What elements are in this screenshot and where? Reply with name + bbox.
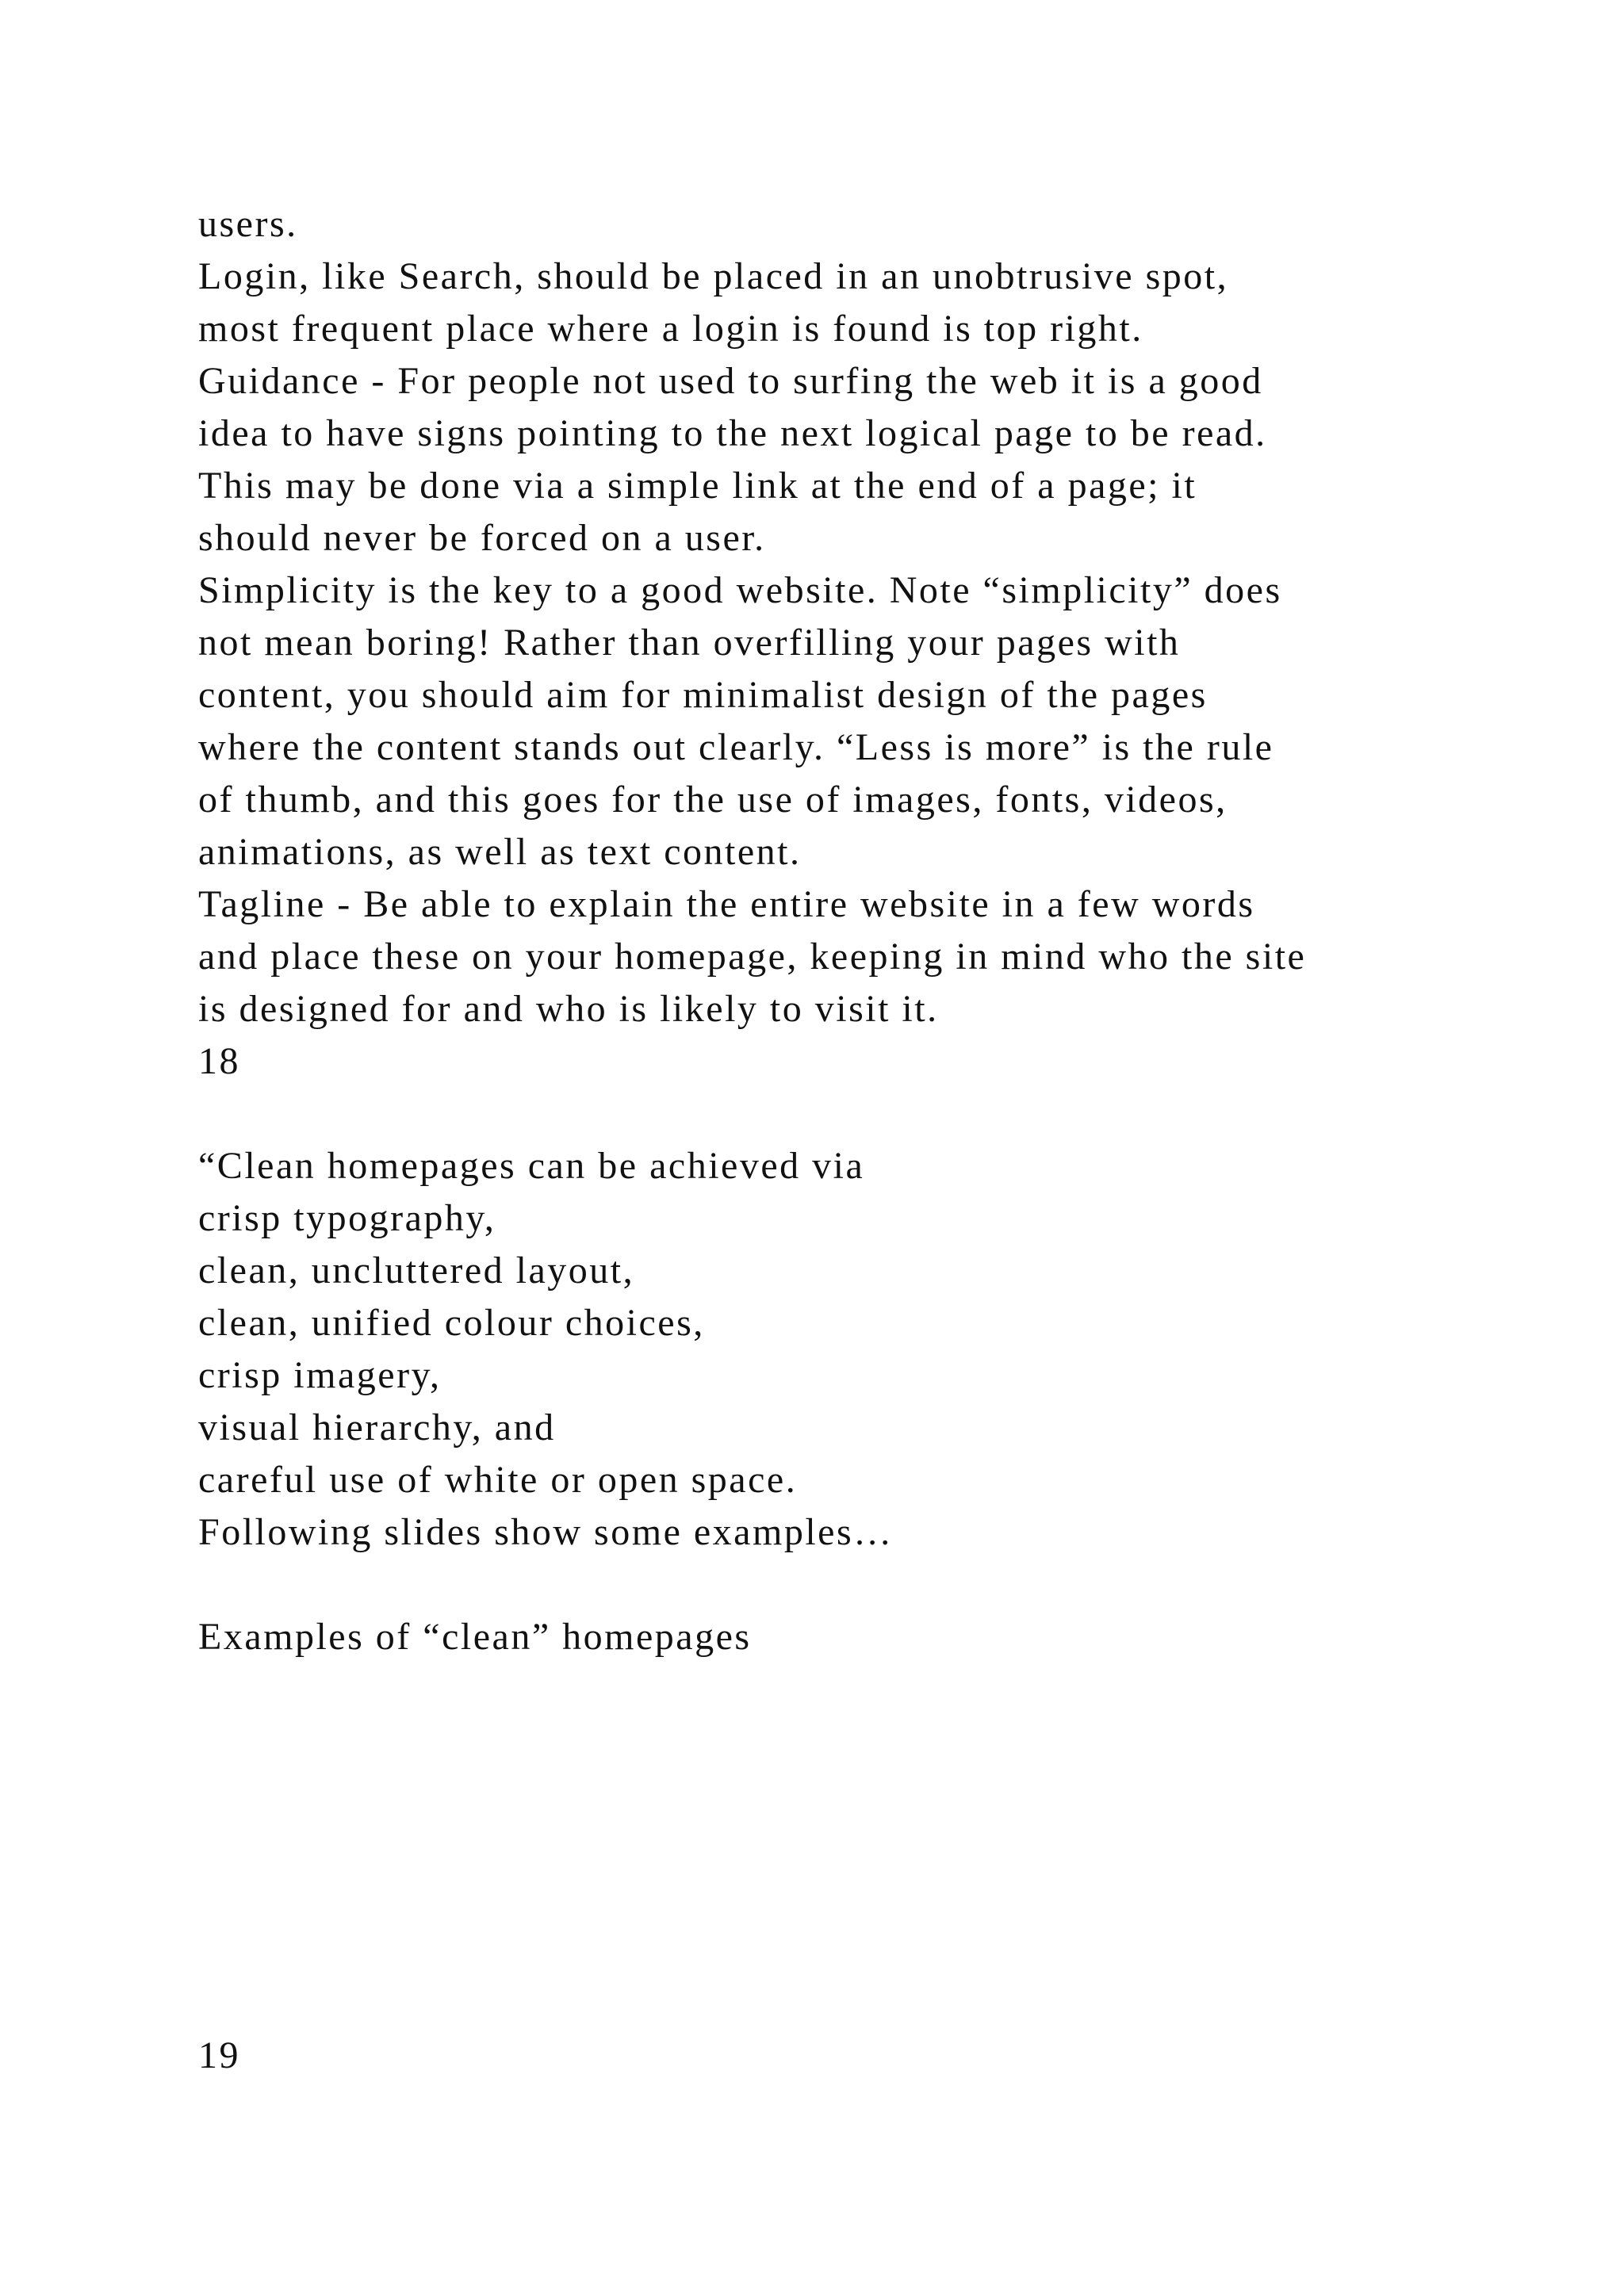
- document-text: [198, 198, 1499, 2082]
- text-line: not mean boring! Rather than overfilling your pages with: [198, 622, 1181, 664]
- text-line: crisp typography,: [198, 1197, 496, 1239]
- text-line: animations, as well as text content.: [198, 831, 802, 873]
- text-line: Simplicity is the key to a good website. Note “simplicity” does: [198, 569, 1282, 611]
- text-line: and place these on your homepage, keeping in mind who the site: [198, 936, 1307, 978]
- text-line: crisp imagery,: [198, 1354, 442, 1396]
- text-line: content, you should aim for minimalist design of the pages: [198, 674, 1208, 716]
- text-line: clean, unified colour choices,: [198, 1302, 705, 1344]
- text-line: most frequent place where a login is found is top right.: [198, 308, 1143, 350]
- blank-line: [198, 1088, 1499, 1140]
- page-number: 19: [198, 2034, 240, 2076]
- blank-line: [198, 1559, 1499, 1611]
- page-number: 18: [198, 1040, 240, 1082]
- blank-space: [198, 1663, 1499, 2030]
- text-line: careful use of white or open space.: [198, 1459, 798, 1501]
- text-line: of thumb, and this goes for the use of images, fonts, videos,: [198, 779, 1228, 821]
- section-heading: Examples of “clean” homepages: [198, 1616, 752, 1658]
- text-line: clean, uncluttered layout,: [198, 1249, 635, 1292]
- text-line: Following slides show some examples…: [198, 1511, 894, 1553]
- text-line: Guidance - For people not used to surfing the web it is a good: [198, 360, 1263, 402]
- text-line: Login, like Search, should be placed in an unobtrusive spot,: [198, 255, 1229, 297]
- text-line: idea to have signs pointing to the next logical page to be read.: [198, 412, 1267, 454]
- text-line: is designed for and who is likely to visit it.: [198, 988, 939, 1030]
- text-line: users.: [198, 203, 298, 245]
- text-line: This may be done via a simple link at the end of a page; it: [198, 465, 1197, 507]
- text-line: visual hierarchy, and: [198, 1406, 556, 1448]
- text-line: should never be forced on a user.: [198, 517, 766, 559]
- text-line: where the content stands out clearly. “Less is more” is the rule: [198, 726, 1274, 768]
- text-line: Tagline - Be able to explain the entire website in a few words: [198, 883, 1255, 925]
- text-line: “Clean homepages can be achieved via: [198, 1145, 865, 1187]
